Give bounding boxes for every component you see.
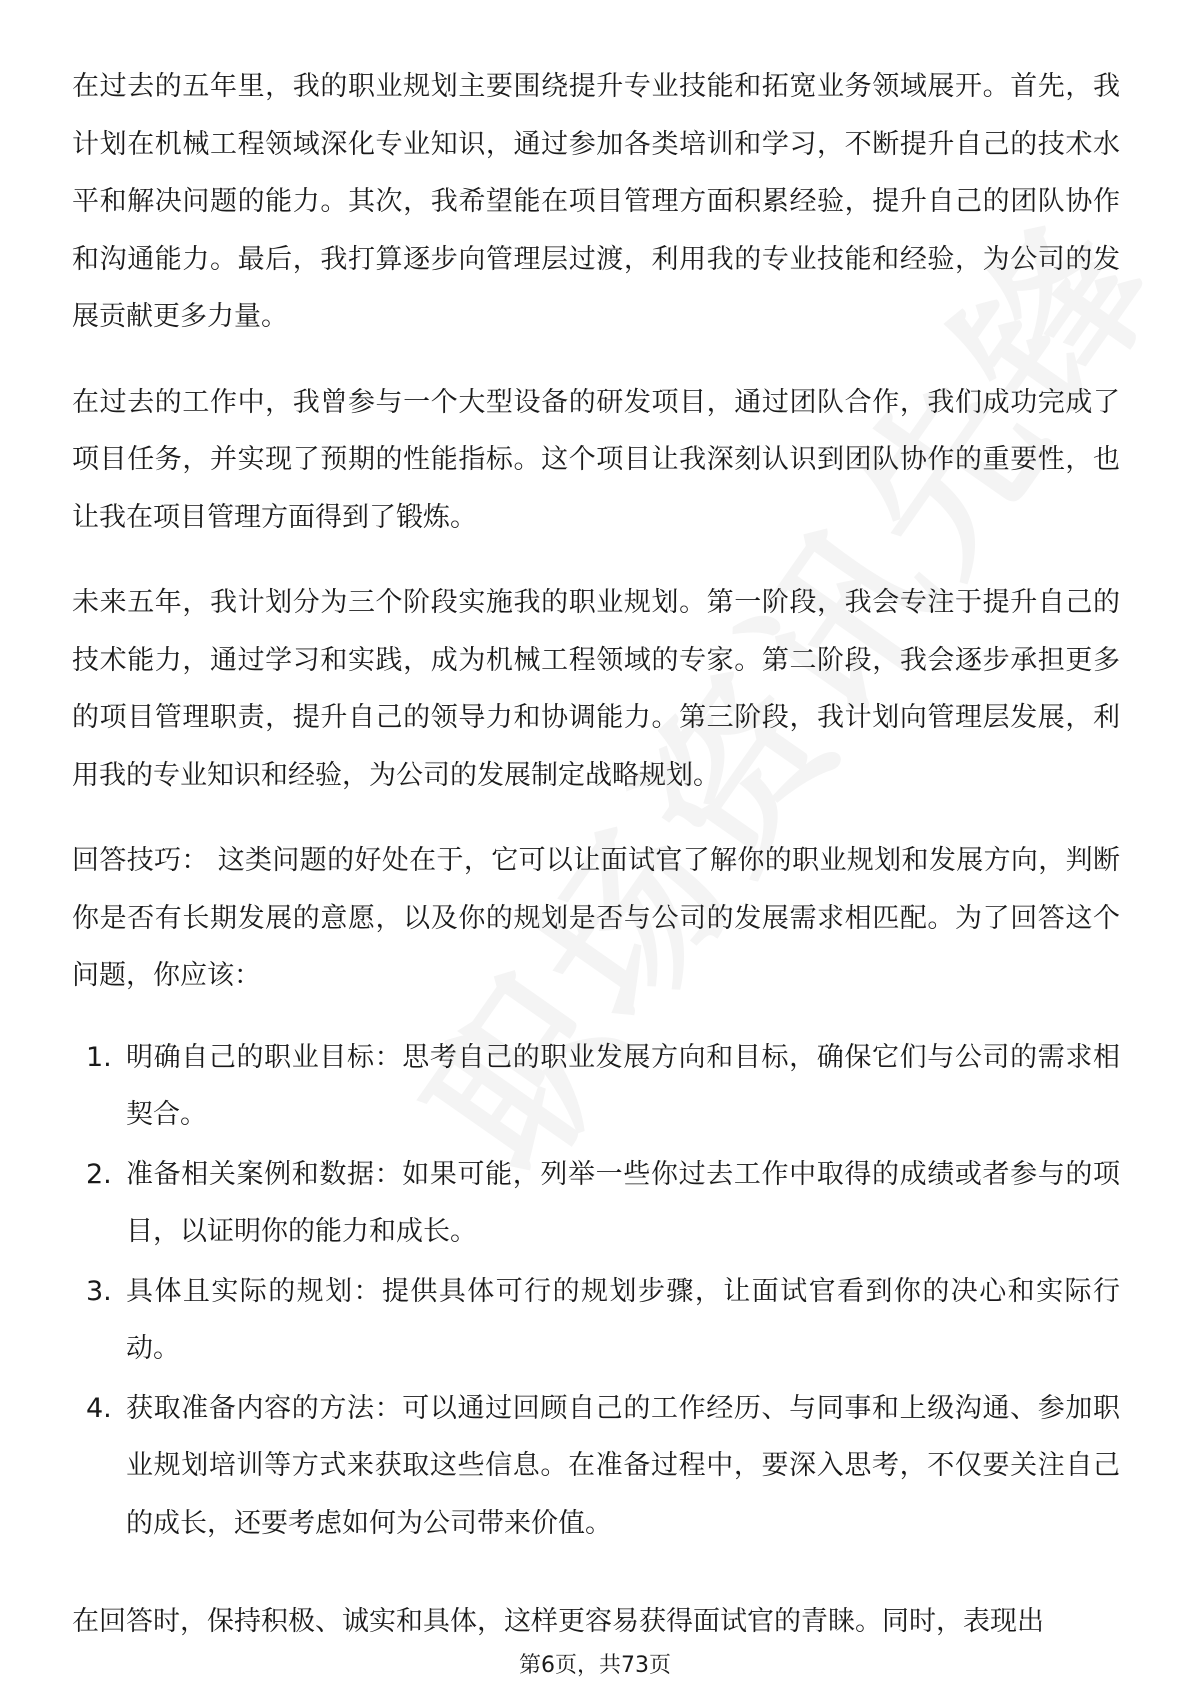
list-item-number: 3.: [86, 1275, 112, 1307]
list-item-number: 1.: [86, 1041, 112, 1073]
list-item-text: 明确自己的职业目标：思考自己的职业发展方向和目标，确保它们与公司的需求相契合。: [126, 1041, 1120, 1130]
list-item: [72, 1029, 1120, 1144]
list-item: [72, 1263, 1120, 1378]
list-item: [72, 1380, 1120, 1553]
list-item-number: 4.: [86, 1392, 112, 1424]
tips-list: [72, 1029, 1120, 1553]
paragraph-past-plan: 在过去的五年里，我的职业规划主要围绕提升专业技能和拓宽业务领域展开。首先，我计划在机械工程领域深化专业知识，通过参加各类培训和学习，不断提升自己的技术水平和解决问题的能力。其次，我希望能在项目管理方面积累经验，提升自己的团队协作和沟通能力。最后，我打算逐步向管理层过渡，利用我的专业技能和经验，为公司的发展贡献更多力量。: [72, 71, 1120, 332]
paragraph-closing: 在回答时，保持积极、诚实和具体，这样更容易获得面试官的青睐。同时，表现出: [72, 1606, 1044, 1637]
list-item-text: 获取准备内容的方法：可以通过回顾自己的工作经历、与同事和上级沟通、参加职业规划培训等方式来获取这些信息。在准备过程中，要深入思考，不仅要关注自己的成长，还要考虑如何为公司带来价值。: [126, 1392, 1120, 1539]
list-item: [72, 1146, 1120, 1261]
page-number-footer: 第6页，共73页: [519, 1653, 671, 1678]
paragraph-answer-tips: 回答技巧： 这类问题的好处在于，它可以让面试官了解你的职业规划和发展方向，判断你是否有长期发展的意愿，以及你的规划是否与公司的发展需求相匹配。为了回答这个问题，你应该：: [72, 845, 1120, 991]
paragraph-past-work: 在过去的工作中，我曾参与一个大型设备的研发项目，通过团队合作，我们成功完成了项目任务，并实现了预期的性能指标。这个项目让我深刻认识到团队协作的重要性，也让我在项目管理方面得到了锻炼。: [72, 386, 1120, 533]
main-content: [72, 58, 1120, 1554]
list-item-number: 2.: [86, 1158, 112, 1190]
paragraph-future-plan: 未来五年，我计划分为三个阶段实施我的职业规划。第一阶段，我会专注于提升自己的技术能力，通过学习和实践，成为机械工程领域的专家。第二阶段，我会逐步承担更多的项目管理职责，提升自己的领导力和协调能力。第三阶段，我计划向管理层发展，利用我的专业知识和经验，为公司的发展制定战略规划。: [72, 587, 1120, 791]
list-item-text: 准备相关案例和数据：如果可能，列举一些你过去工作中取得的成绩或者参与的项目，以证明你的能力和成长。: [126, 1158, 1120, 1247]
list-item-text: 具体且实际的规划：提供具体可行的规划步骤，让面试官看到你的决心和实际行动。: [126, 1275, 1120, 1364]
